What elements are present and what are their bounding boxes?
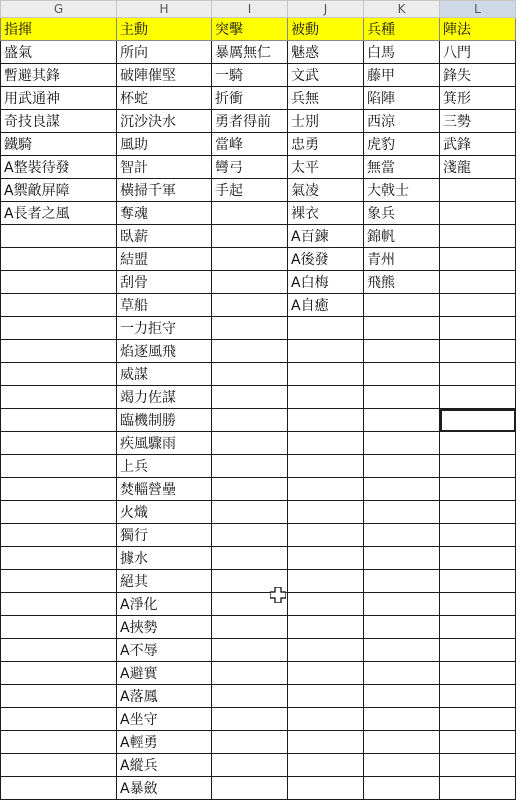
cell[interactable]: 絕其 [117, 570, 212, 593]
cell[interactable] [440, 294, 516, 317]
cell[interactable] [440, 731, 516, 754]
cell[interactable] [212, 363, 288, 386]
cell[interactable] [1, 340, 117, 363]
cell[interactable] [1, 248, 117, 271]
cell[interactable]: A整裝待發 [1, 156, 117, 179]
cell[interactable]: A縱兵 [117, 754, 212, 777]
cell[interactable]: 士別 [288, 110, 364, 133]
cell[interactable] [212, 225, 288, 248]
cell[interactable] [440, 662, 516, 685]
cell[interactable] [212, 317, 288, 340]
cell[interactable] [212, 455, 288, 478]
table-row [1, 179, 516, 202]
cell[interactable] [1, 524, 117, 547]
cell[interactable]: A自癒 [288, 294, 364, 317]
cell[interactable]: 當峰 [212, 133, 288, 156]
cell[interactable] [1, 662, 117, 685]
cell[interactable] [364, 478, 440, 501]
cell[interactable] [288, 662, 364, 685]
cell[interactable] [440, 639, 516, 662]
cell[interactable] [1, 570, 117, 593]
cell[interactable]: 箕形 [440, 87, 516, 110]
table-row [1, 340, 516, 363]
cell[interactable] [364, 317, 440, 340]
cell[interactable]: 所向 [117, 41, 212, 64]
cell[interactable] [1, 294, 117, 317]
cell[interactable]: A長者之風 [1, 202, 117, 225]
cell[interactable]: 奪魂 [117, 202, 212, 225]
cell[interactable]: 據水 [117, 547, 212, 570]
cell[interactable]: 折衝 [212, 87, 288, 110]
cell[interactable] [288, 317, 364, 340]
cell[interactable]: A避實 [117, 662, 212, 685]
cell[interactable] [440, 225, 516, 248]
header-cell[interactable]: 突擊 [212, 18, 288, 41]
table-row [1, 662, 516, 685]
cell[interactable] [364, 731, 440, 754]
cell[interactable] [212, 639, 288, 662]
cell[interactable]: 結盟 [117, 248, 212, 271]
cell[interactable] [440, 179, 516, 202]
cell[interactable]: 風助 [117, 133, 212, 156]
cell[interactable]: 草船 [117, 294, 212, 317]
table-row [1, 524, 516, 547]
cell[interactable] [212, 432, 288, 455]
column-header[interactable]: K [364, 1, 440, 18]
table-row [1, 777, 516, 800]
cell[interactable] [288, 432, 364, 455]
cell[interactable]: 大戟士 [364, 179, 440, 202]
cell[interactable]: 威謀 [117, 363, 212, 386]
cell[interactable]: 臨機制勝 [117, 409, 212, 432]
cell[interactable] [288, 455, 364, 478]
cell[interactable]: A禦敵屏障 [1, 179, 117, 202]
cell[interactable]: 飛熊 [364, 271, 440, 294]
cell[interactable] [440, 754, 516, 777]
cell[interactable] [288, 685, 364, 708]
cell[interactable] [440, 317, 516, 340]
cell[interactable]: 刮骨 [117, 271, 212, 294]
cell[interactable] [364, 708, 440, 731]
cell[interactable] [440, 478, 516, 501]
cell[interactable]: 鐵騎 [1, 133, 117, 156]
table-row [1, 225, 516, 248]
cell[interactable] [1, 708, 117, 731]
cell[interactable] [1, 432, 117, 455]
cell[interactable] [288, 524, 364, 547]
cell[interactable] [288, 547, 364, 570]
table-row [1, 317, 516, 340]
table-row [1, 41, 516, 64]
column-header[interactable]: H [117, 1, 212, 18]
table-row [1, 363, 516, 386]
cell[interactable] [440, 708, 516, 731]
cell[interactable] [364, 593, 440, 616]
cell[interactable] [1, 593, 117, 616]
cell[interactable] [288, 363, 364, 386]
column-header[interactable]: G [1, 1, 117, 18]
table-row [1, 294, 516, 317]
cell[interactable]: 白馬 [364, 41, 440, 64]
cell[interactable] [288, 777, 364, 800]
cell[interactable] [212, 271, 288, 294]
cell[interactable] [1, 547, 117, 570]
cell[interactable] [1, 225, 117, 248]
cell[interactable] [288, 501, 364, 524]
header-cell[interactable]: 陣法 [440, 18, 516, 41]
cell[interactable]: 竭力佐謀 [117, 386, 212, 409]
cell[interactable]: 焰逐風飛 [117, 340, 212, 363]
cell[interactable] [364, 662, 440, 685]
cell[interactable] [1, 754, 117, 777]
cell[interactable]: 八門 [440, 41, 516, 64]
cell[interactable] [364, 524, 440, 547]
cell[interactable]: A挾勢 [117, 616, 212, 639]
cell[interactable]: 文武 [288, 64, 364, 87]
cell[interactable] [364, 685, 440, 708]
cell[interactable] [364, 386, 440, 409]
table-row [1, 547, 516, 570]
cell[interactable] [1, 616, 117, 639]
cell[interactable]: 三勢 [440, 110, 516, 133]
cell[interactable] [1, 363, 117, 386]
cell[interactable] [364, 363, 440, 386]
cell[interactable]: 太平 [288, 156, 364, 179]
cell[interactable] [364, 432, 440, 455]
cell[interactable] [212, 409, 288, 432]
cell[interactable] [1, 271, 117, 294]
cell[interactable]: 陷陣 [364, 87, 440, 110]
cell[interactable]: 火熾 [117, 501, 212, 524]
cell[interactable]: A輕勇 [117, 731, 212, 754]
cell[interactable] [212, 685, 288, 708]
cell[interactable]: 杯蛇 [117, 87, 212, 110]
cell[interactable]: 魅惑 [288, 41, 364, 64]
cell[interactable] [364, 294, 440, 317]
cell[interactable] [288, 754, 364, 777]
cell[interactable] [1, 317, 117, 340]
cell[interactable]: 盛氣 [1, 41, 117, 64]
cell[interactable]: 用武通神 [1, 87, 117, 110]
table-row [1, 64, 516, 87]
cell[interactable] [440, 593, 516, 616]
header-cell[interactable]: 主動 [117, 18, 212, 41]
cell[interactable] [364, 409, 440, 432]
cell[interactable] [212, 478, 288, 501]
table-row [1, 271, 516, 294]
cell[interactable]: 忠勇 [288, 133, 364, 156]
table-row [1, 593, 516, 616]
cell[interactable] [440, 432, 516, 455]
cell[interactable]: 淺龍 [440, 156, 516, 179]
cell[interactable] [364, 340, 440, 363]
cell[interactable] [1, 409, 117, 432]
cell[interactable] [288, 708, 364, 731]
cell[interactable]: 青州 [364, 248, 440, 271]
table-row [1, 156, 516, 179]
table-row [1, 478, 516, 501]
cell[interactable] [288, 639, 364, 662]
cell[interactable] [1, 386, 117, 409]
table-row [1, 685, 516, 708]
cell[interactable]: 西涼 [364, 110, 440, 133]
cell[interactable]: 裸衣 [288, 202, 364, 225]
selected-cell[interactable] [440, 409, 516, 432]
table-row [1, 202, 516, 225]
cell[interactable]: A不辱 [117, 639, 212, 662]
cell[interactable]: 象兵 [364, 202, 440, 225]
cell[interactable] [288, 340, 364, 363]
cell[interactable]: 兵無 [288, 87, 364, 110]
cell[interactable] [364, 547, 440, 570]
cell[interactable] [440, 271, 516, 294]
cell[interactable] [440, 363, 516, 386]
cell[interactable]: 疾風驟雨 [117, 432, 212, 455]
cell[interactable]: 武鋒 [440, 133, 516, 156]
cell[interactable] [440, 455, 516, 478]
header-cell[interactable]: 被動 [288, 18, 364, 41]
cell[interactable] [440, 570, 516, 593]
cell-cursor-icon [270, 587, 286, 603]
cell[interactable] [288, 409, 364, 432]
table-row [1, 501, 516, 524]
cell[interactable] [212, 777, 288, 800]
cell[interactable]: 奇技良謀 [1, 110, 117, 133]
cell[interactable]: 臥薪 [117, 225, 212, 248]
cell[interactable] [212, 754, 288, 777]
cell[interactable] [440, 777, 516, 800]
table-row [1, 616, 516, 639]
cell[interactable]: A坐守 [117, 708, 212, 731]
column-header-row [1, 1, 516, 18]
table-row [1, 133, 516, 156]
cell[interactable]: 一力拒守 [117, 317, 212, 340]
table-row [1, 409, 516, 432]
cell[interactable] [1, 478, 117, 501]
cell[interactable] [212, 248, 288, 271]
cell[interactable] [212, 501, 288, 524]
cell[interactable] [288, 616, 364, 639]
cell[interactable] [212, 662, 288, 685]
cell[interactable] [212, 731, 288, 754]
cell[interactable] [364, 570, 440, 593]
cell[interactable]: 彎弓 [212, 156, 288, 179]
cell[interactable] [440, 685, 516, 708]
cell[interactable]: 鋒失 [440, 64, 516, 87]
cell[interactable]: 獨行 [117, 524, 212, 547]
cell[interactable] [288, 593, 364, 616]
header-cell[interactable]: 指揮 [1, 18, 117, 41]
column-header[interactable]: L [440, 1, 516, 18]
cell[interactable] [440, 202, 516, 225]
cell[interactable] [212, 202, 288, 225]
cell[interactable]: 焚輜營壘 [117, 478, 212, 501]
column-header[interactable]: I [212, 1, 288, 18]
cell[interactable]: 手起 [212, 179, 288, 202]
table-row [1, 731, 516, 754]
cell[interactable] [364, 616, 440, 639]
cell[interactable]: 沉沙決水 [117, 110, 212, 133]
table-row [1, 570, 516, 593]
cell[interactable] [364, 639, 440, 662]
cell[interactable]: 錦帆 [364, 225, 440, 248]
table-row [1, 87, 516, 110]
header-row [1, 18, 516, 41]
cell[interactable] [288, 570, 364, 593]
table-row [1, 432, 516, 455]
cell[interactable] [440, 547, 516, 570]
cell[interactable]: 橫掃千軍 [117, 179, 212, 202]
column-header[interactable]: J [288, 1, 364, 18]
cell[interactable]: 一騎 [212, 64, 288, 87]
cell[interactable] [1, 777, 117, 800]
cell[interactable] [364, 455, 440, 478]
cell[interactable] [1, 731, 117, 754]
cell[interactable]: 破陣催堅 [117, 64, 212, 87]
cell[interactable] [1, 501, 117, 524]
cell[interactable]: 暴厲無仁 [212, 41, 288, 64]
table-row [1, 386, 516, 409]
cell[interactable] [212, 708, 288, 731]
cell[interactable] [440, 616, 516, 639]
cell[interactable] [440, 524, 516, 547]
cell[interactable]: A白梅 [288, 271, 364, 294]
cell[interactable] [440, 248, 516, 271]
cell[interactable]: 無當 [364, 156, 440, 179]
cell[interactable] [440, 501, 516, 524]
cell[interactable] [1, 639, 117, 662]
cell[interactable]: A落鳳 [117, 685, 212, 708]
cell[interactable]: 上兵 [117, 455, 212, 478]
cell[interactable] [364, 754, 440, 777]
cell[interactable] [212, 524, 288, 547]
cell[interactable] [1, 685, 117, 708]
cell[interactable] [212, 616, 288, 639]
cell[interactable]: A後發 [288, 248, 364, 271]
table-row [1, 708, 516, 731]
cell[interactable]: A百鍊 [288, 225, 364, 248]
table-row [1, 455, 516, 478]
cell[interactable]: 氣凌 [288, 179, 364, 202]
cell[interactable]: 智計 [117, 156, 212, 179]
cell[interactable] [288, 478, 364, 501]
cell[interactable] [364, 501, 440, 524]
cell[interactable] [1, 455, 117, 478]
cell[interactable]: 暫避其鋒 [1, 64, 117, 87]
cell[interactable] [212, 294, 288, 317]
table-row [1, 754, 516, 777]
cell[interactable] [440, 340, 516, 363]
cell[interactable] [212, 386, 288, 409]
table-row [1, 248, 516, 271]
cell[interactable]: 勇者得前 [212, 110, 288, 133]
table-row [1, 639, 516, 662]
cell[interactable] [440, 386, 516, 409]
cell[interactable] [288, 386, 364, 409]
cell[interactable] [288, 731, 364, 754]
table-row [1, 110, 516, 133]
cell[interactable]: A暴斂 [117, 777, 212, 800]
header-cell[interactable]: 兵種 [364, 18, 440, 41]
cell[interactable]: A淨化 [117, 593, 212, 616]
cell[interactable]: 藤甲 [364, 64, 440, 87]
cell[interactable] [212, 547, 288, 570]
cell[interactable]: 虎豹 [364, 133, 440, 156]
cell[interactable] [212, 340, 288, 363]
cell[interactable] [364, 777, 440, 800]
